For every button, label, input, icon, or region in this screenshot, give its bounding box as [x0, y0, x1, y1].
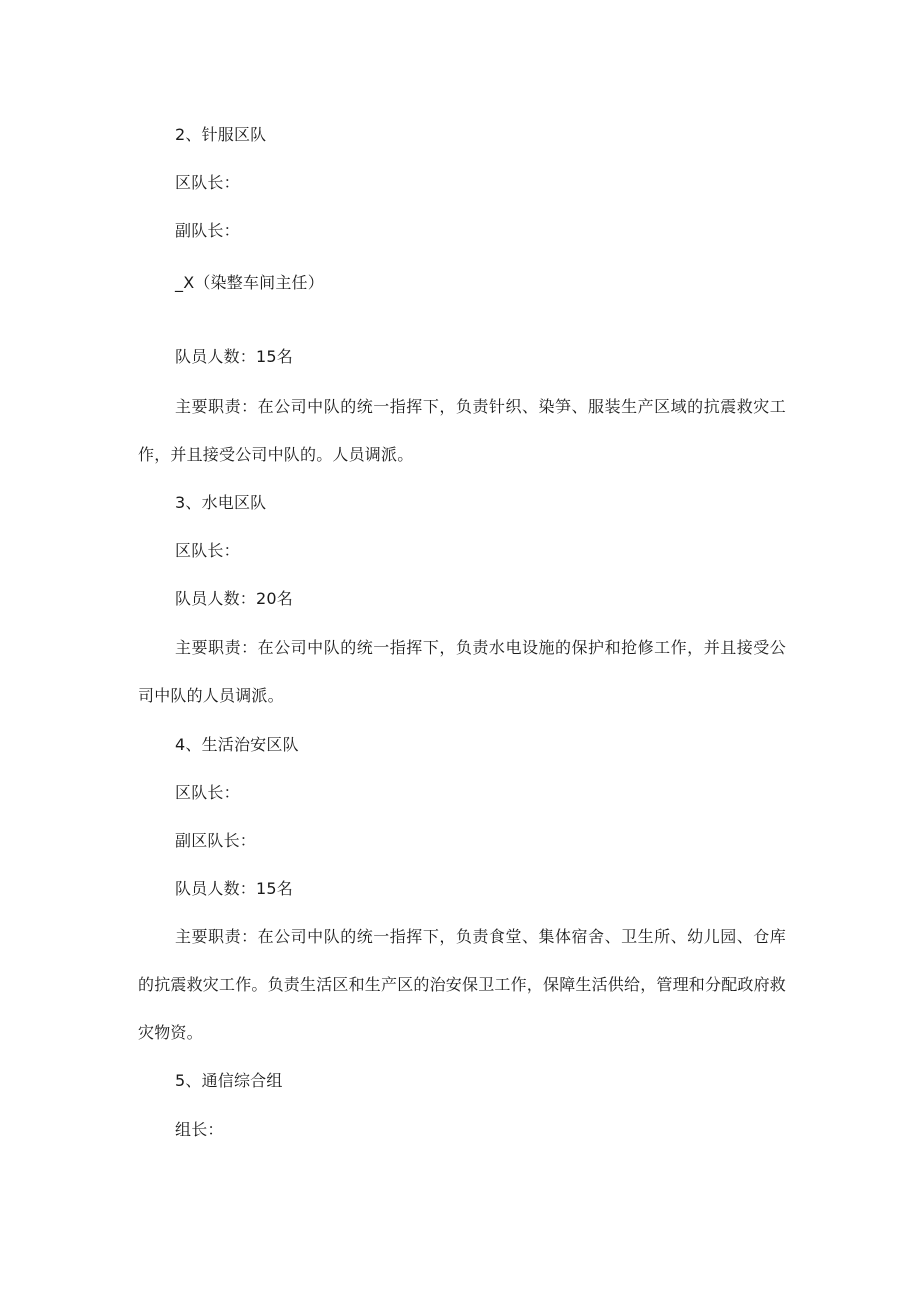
- water-leader-label: 区队长：: [175, 541, 240, 560]
- life-deputy-label: 副区队长：: [175, 831, 257, 850]
- life-leader-label: 区队长：: [175, 783, 240, 802]
- section-heading-comm: 5、通信综合组: [175, 1071, 283, 1090]
- knit-leader-label: 区队长：: [175, 173, 240, 192]
- knit-deputy-label: 副队长：: [175, 221, 240, 240]
- knit-members: 队员人数：15名: [175, 347, 293, 366]
- knit-deputy-person: _X（染整车间主任）: [175, 273, 324, 292]
- section-heading-life: 4、生活治安区队: [175, 735, 299, 754]
- comm-leader-label: 组长：: [175, 1120, 224, 1139]
- section-heading-water: 3、水电区队: [175, 493, 267, 512]
- knit-duty-paragraph: 主要职责：在公司中队的统一指挥下，负责针织、染笋、服装生产区域的抗震救灾工作，并且接受公司中队的。人员调派。: [138, 397, 786, 464]
- section-heading-knit: 2、针服区队: [175, 125, 267, 144]
- life-members: 队员人数：15名: [175, 879, 293, 898]
- life-duty-paragraph: 主要职责：在公司中队的统一指挥下，负责食堂、集体宿舍、卫生所、幼儿园、仓库的抗震救灾工作。负责生活区和生产区的治安保卫工作，保障生活供给，管理和分配政府救灾物资。: [138, 927, 787, 1042]
- water-members: 队员人数：20名: [175, 589, 293, 608]
- water-duty-paragraph: 主要职责：在公司中队的统一指挥下，负责水电设施的保护和抢修工作，并且接受公司中队的人员调派。: [138, 638, 786, 705]
